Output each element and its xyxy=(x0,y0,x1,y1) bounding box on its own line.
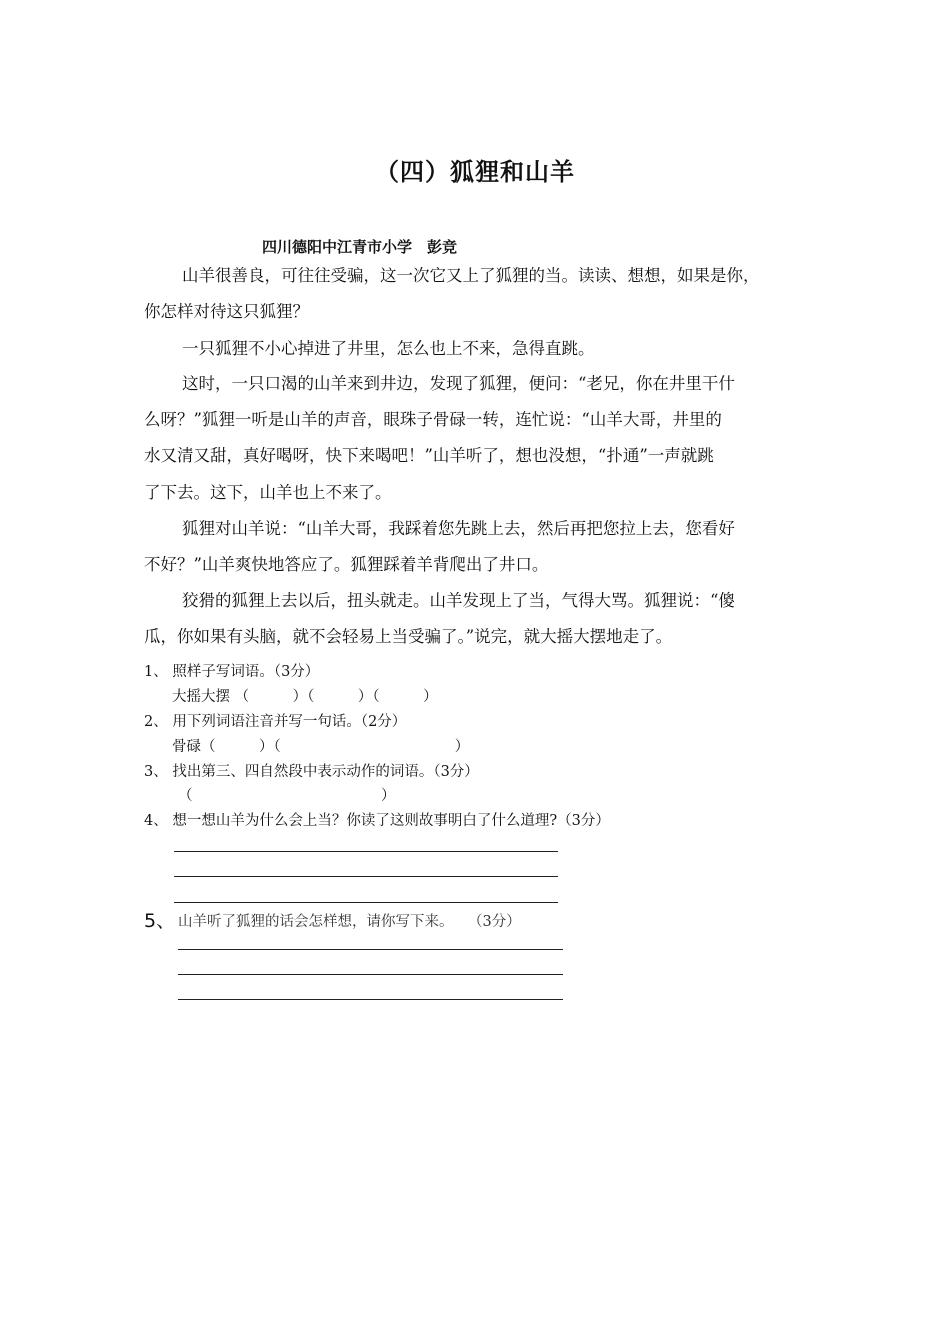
question-3: 3、 找出第三、四自然段中表示动作的词语。（3分） xyxy=(144,764,479,780)
passage-line: 山羊很善良，可往往受骗，这一次它又上了狐狸的当。读读、想想，如果是你， xyxy=(182,266,760,285)
answer-line xyxy=(178,974,563,975)
passage-line: 水又清又甜，真好喝呀，快下来喝吧！”山羊听了，想也没想，“扑通”一声就跳 xyxy=(144,446,714,465)
answer-line xyxy=(178,949,563,950)
answer-line xyxy=(174,876,558,877)
passage-line: 狡猾的狐狸上去以后，扭头就走。山羊发现上了当，气得大骂。狐狸说：“傻 xyxy=(182,591,735,610)
question-2: 2、 用下列词语注音并写一句话。（2分） xyxy=(144,714,407,730)
answer-line xyxy=(174,902,558,903)
passage-line: 这时，一只口渴的山羊来到井边，发现了狐狸，便问：“老兄，你在井里干什 xyxy=(182,374,735,393)
page-title: （四）狐狸和山羊 xyxy=(375,158,575,186)
question-3-answer-blank: （ ） xyxy=(178,788,396,804)
question-1: 1、 照样子写词语。（3分） xyxy=(144,664,320,680)
passage-line: 瓜，你如果有头脑，就不会轻易上当受骗了。”说完，就大摇大摆地走了。 xyxy=(144,627,673,646)
passage-line: 不好？”山羊爽快地答应了。狐狸踩着羊背爬出了井口。 xyxy=(144,555,549,574)
question-2-answer-blanks: 骨碌（ ）（ ） xyxy=(172,739,470,755)
answer-line xyxy=(174,851,558,852)
question-5: 山羊听了狐狸的话会怎样想，请你写下来。 （3分） xyxy=(178,914,521,930)
passage-line: 狐狸对山羊说：“山羊大哥，我踩着您先跳上去，然后再把您拉上去，您看好 xyxy=(182,519,735,538)
author-line: 四川德阳中江青市小学 彭竞 xyxy=(262,238,458,256)
question-4: 4、 想一想山羊为什么会上当？你读了这则故事明白了什么道理?（3分） xyxy=(144,813,610,829)
question-5-number: 5、 xyxy=(144,910,176,932)
passage-line: 一只狐狸不小心掉进了井里，怎么也上不来，急得直跳。 xyxy=(182,339,595,358)
answer-line xyxy=(178,999,563,1000)
passage-line: 么呀？”狐狸一听是山羊的声音，眼珠子骨碌一转，连忙说：“山羊大哥，井里的 xyxy=(144,410,722,429)
passage-line: 了下去。这下，山羊也上不来了。 xyxy=(144,483,392,502)
passage-line: 你怎样对待这只狐狸？ xyxy=(144,302,309,321)
question-1-answer-blanks: 大摇大摆 （ ）（ ）（ ） xyxy=(172,689,438,705)
